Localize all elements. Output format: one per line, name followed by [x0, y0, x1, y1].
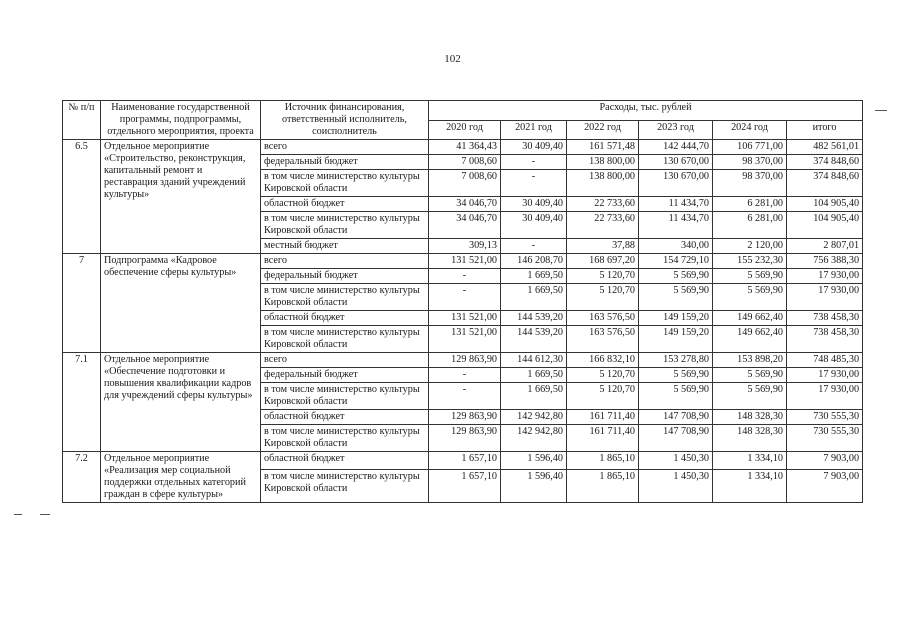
funding-source: всего	[261, 353, 429, 368]
year-value: 147 708,90	[639, 425, 713, 452]
item-name: Отдельное мероприятие «Обеспечение подготовки и повышения квалификации кадров для учреждений сферы культуры»	[101, 353, 261, 452]
total-value: 104 905,40	[787, 197, 863, 212]
item-name: Отдельное мероприятие «Реализация мер социальной поддержки отдельных категорий граждан в сфере культуры»	[101, 452, 261, 503]
year-value: 148 328,30	[713, 425, 787, 452]
year-value: 138 800,00	[567, 155, 639, 170]
year-value: 131 521,00	[429, 326, 501, 353]
item-number: 7.2	[63, 452, 101, 503]
funding-source: в том числе министерство культуры Кировской области	[261, 170, 429, 197]
header-total: итого	[787, 120, 863, 140]
year-value: -	[429, 284, 501, 311]
year-value: 5 120,70	[567, 284, 639, 311]
funding-source: областной бюджет	[261, 410, 429, 425]
year-value: 34 046,70	[429, 212, 501, 239]
page-number: 102	[444, 53, 461, 65]
total-value: 738 458,30	[787, 326, 863, 353]
year-value: -	[429, 368, 501, 383]
year-value: 6 281,00	[713, 197, 787, 212]
total-value: 374 848,60	[787, 155, 863, 170]
year-value: 1 669,50	[501, 368, 567, 383]
year-value: 5 120,70	[567, 269, 639, 284]
year-value: 41 364,43	[429, 140, 501, 155]
year-value: 30 409,40	[501, 197, 567, 212]
scan-mark-right	[875, 110, 887, 111]
table-row	[63, 353, 863, 368]
item-name: Подпрограмма «Кадровое обеспечение сферы культуры»	[101, 254, 261, 353]
total-value: 7 903,00	[787, 470, 863, 503]
year-value: 130 670,00	[639, 170, 713, 197]
total-value: 738 458,30	[787, 311, 863, 326]
funding-source: областной бюджет	[261, 452, 429, 470]
year-value: 340,00	[639, 239, 713, 254]
year-value: 131 521,00	[429, 254, 501, 269]
year-value: 148 328,30	[713, 410, 787, 425]
year-value: 1 669,50	[501, 269, 567, 284]
item-number: 7.1	[63, 353, 101, 452]
funding-source: в том числе министерство культуры Кировской области	[261, 425, 429, 452]
year-value: 34 046,70	[429, 197, 501, 212]
year-value: 144 539,20	[501, 326, 567, 353]
year-value: 22 733,60	[567, 197, 639, 212]
header-year: 2022 год	[567, 120, 639, 140]
year-value: 146 208,70	[501, 254, 567, 269]
year-value: 1 657,10	[429, 470, 501, 503]
header-name: Наименование государственной программы, подпрограммы, отдельного мероприятия, проекта	[101, 101, 261, 140]
table-row	[63, 452, 863, 470]
year-value: 106 771,00	[713, 140, 787, 155]
year-value: 309,13	[429, 239, 501, 254]
year-value: 144 539,20	[501, 311, 567, 326]
year-value: 149 662,40	[713, 326, 787, 353]
funding-source: в том числе министерство культуры Кировской области	[261, 470, 429, 503]
year-value: 153 278,80	[639, 353, 713, 368]
funding-source: в том числе министерство культуры Кировской области	[261, 212, 429, 239]
table-row	[63, 254, 863, 269]
year-value: 5 569,90	[713, 383, 787, 410]
table-row	[63, 140, 863, 155]
total-value: 17 930,00	[787, 368, 863, 383]
year-value: 5 120,70	[567, 383, 639, 410]
year-value: 149 159,20	[639, 311, 713, 326]
year-value: 161 711,40	[567, 425, 639, 452]
funding-source: в том числе министерство культуры Кировской области	[261, 326, 429, 353]
year-value: 5 120,70	[567, 368, 639, 383]
item-number: 7	[63, 254, 101, 353]
header-source: Источник финансирования, ответственный исполнитель, соисполнитель	[261, 101, 429, 140]
header-year: 2024 год	[713, 120, 787, 140]
year-value: 1 596,40	[501, 470, 567, 503]
funding-source: федеральный бюджет	[261, 155, 429, 170]
header-year: 2021 год	[501, 120, 567, 140]
year-value: 11 434,70	[639, 197, 713, 212]
total-value: 730 555,30	[787, 410, 863, 425]
year-value: 168 697,20	[567, 254, 639, 269]
header-year: 2023 год	[639, 120, 713, 140]
funding-source: областной бюджет	[261, 311, 429, 326]
year-value: -	[429, 383, 501, 410]
year-value: 5 569,90	[639, 269, 713, 284]
total-value: 374 848,60	[787, 170, 863, 197]
header-num: № п/п	[63, 101, 101, 140]
funding-source: всего	[261, 140, 429, 155]
year-value: 142 942,80	[501, 410, 567, 425]
header-expenses: Расходы, тыс. рублей	[429, 101, 863, 121]
year-value: 11 434,70	[639, 212, 713, 239]
total-value: 756 388,30	[787, 254, 863, 269]
year-value: 153 898,20	[713, 353, 787, 368]
year-value: 138 800,00	[567, 170, 639, 197]
year-value: -	[501, 239, 567, 254]
year-value: 22 733,60	[567, 212, 639, 239]
header-year: 2020 год	[429, 120, 501, 140]
item-name: Отдельное мероприятие «Строительство, реконструкция, капитальный ремонт и реставрация зданий учреждений культуры»	[101, 140, 261, 254]
total-value: 104 905,40	[787, 212, 863, 239]
year-value: 142 942,80	[501, 425, 567, 452]
year-value: 98 370,00	[713, 155, 787, 170]
total-value: 17 930,00	[787, 383, 863, 410]
funding-source: местный бюджет	[261, 239, 429, 254]
total-value: 748 485,30	[787, 353, 863, 368]
year-value: 1 334,10	[713, 452, 787, 470]
year-value: 5 569,90	[639, 383, 713, 410]
year-value: 30 409,40	[501, 212, 567, 239]
year-value: 155 232,30	[713, 254, 787, 269]
year-value: 37,88	[567, 239, 639, 254]
funding-source: федеральный бюджет	[261, 368, 429, 383]
year-value: 1 865,10	[567, 470, 639, 503]
year-value: 142 444,70	[639, 140, 713, 155]
year-value: 163 576,50	[567, 311, 639, 326]
table-body	[63, 140, 863, 503]
year-value: -	[501, 170, 567, 197]
year-value: 129 863,90	[429, 425, 501, 452]
year-value: 6 281,00	[713, 212, 787, 239]
year-value: 1 669,50	[501, 284, 567, 311]
year-value: 149 662,40	[713, 311, 787, 326]
year-value: 30 409,40	[501, 140, 567, 155]
funding-source: всего	[261, 254, 429, 269]
scan-mark-left-b	[40, 514, 50, 515]
year-value: 5 569,90	[713, 269, 787, 284]
year-value: 161 711,40	[567, 410, 639, 425]
year-value: -	[429, 269, 501, 284]
year-value: 98 370,00	[713, 170, 787, 197]
year-value: 1 657,10	[429, 452, 501, 470]
total-value: 482 561,01	[787, 140, 863, 155]
total-value: 17 930,00	[787, 284, 863, 311]
total-value: 17 930,00	[787, 269, 863, 284]
scan-mark-left-a	[14, 514, 22, 515]
year-value: 1 596,40	[501, 452, 567, 470]
year-value: 130 670,00	[639, 155, 713, 170]
funding-source: в том числе министерство культуры Кировской области	[261, 284, 429, 311]
year-value: 7 008,60	[429, 170, 501, 197]
year-value: 131 521,00	[429, 311, 501, 326]
funding-source: в том числе министерство культуры Кировской области	[261, 383, 429, 410]
year-value: 161 571,48	[567, 140, 639, 155]
year-value: 1 450,30	[639, 452, 713, 470]
year-value: 166 832,10	[567, 353, 639, 368]
total-value: 730 555,30	[787, 425, 863, 452]
funding-source: областной бюджет	[261, 197, 429, 212]
year-value: -	[501, 155, 567, 170]
year-value: 147 708,90	[639, 410, 713, 425]
year-value: 5 569,90	[639, 368, 713, 383]
year-value: 7 008,60	[429, 155, 501, 170]
year-value: 1 669,50	[501, 383, 567, 410]
funding-source: федеральный бюджет	[261, 269, 429, 284]
budget-table	[62, 100, 863, 503]
year-value: 1 450,30	[639, 470, 713, 503]
year-value: 1 334,10	[713, 470, 787, 503]
year-value: 5 569,90	[713, 284, 787, 311]
year-value: 163 576,50	[567, 326, 639, 353]
table-header	[63, 101, 863, 140]
total-value: 7 903,00	[787, 452, 863, 470]
year-value: 154 729,10	[639, 254, 713, 269]
year-value: 2 120,00	[713, 239, 787, 254]
year-value: 129 863,90	[429, 353, 501, 368]
year-value: 149 159,20	[639, 326, 713, 353]
year-value: 129 863,90	[429, 410, 501, 425]
item-number: 6.5	[63, 140, 101, 254]
year-value: 1 865,10	[567, 452, 639, 470]
year-value: 144 612,30	[501, 353, 567, 368]
total-value: 2 807,01	[787, 239, 863, 254]
year-value: 5 569,90	[639, 284, 713, 311]
year-value: 5 569,90	[713, 368, 787, 383]
